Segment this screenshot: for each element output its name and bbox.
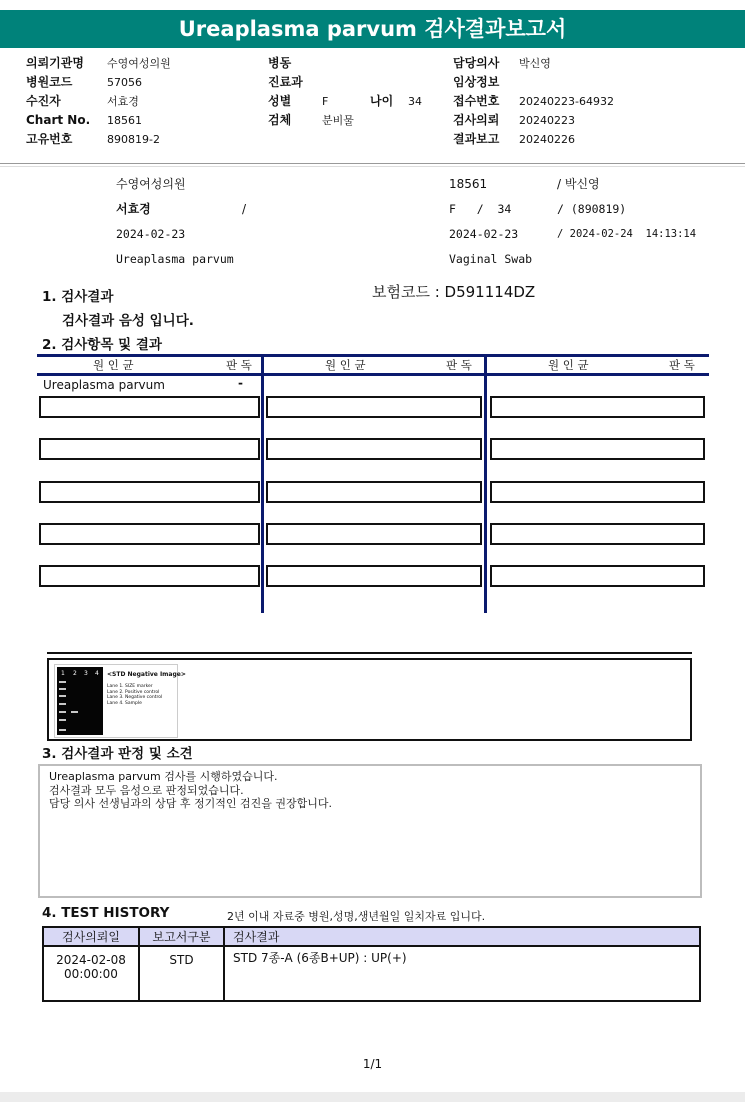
label-receipt-no: 접수번호	[453, 94, 500, 108]
result-cell	[39, 396, 260, 418]
label-clinical-info: 임상정보	[453, 75, 500, 89]
section-2-heading: 2. 검사항목 및 결과	[42, 337, 162, 353]
result-cell	[39, 481, 260, 503]
meta-left	[116, 172, 246, 272]
gel-band	[59, 681, 66, 683]
meta-specimen: Vaginal Swab	[449, 252, 533, 266]
lane-number: 4	[95, 670, 99, 677]
history-table	[42, 926, 701, 1002]
gel-band	[59, 695, 66, 697]
value-hospital-code: 57056	[107, 76, 142, 89]
result-cell	[266, 438, 482, 460]
value-unique-no: 890819-2	[107, 133, 160, 146]
history-time: 00:00:00	[64, 967, 118, 981]
result-cell	[39, 565, 260, 587]
history-col-type: 보고서구분	[139, 927, 224, 946]
value-sex: F	[322, 95, 329, 108]
result-cell	[490, 481, 705, 503]
info-column-2	[268, 54, 422, 130]
meta-report-datetime: / 2024-02-24 14:13:14	[557, 228, 697, 240]
insurance-code: 보험코드 : D591114DZ	[372, 283, 536, 301]
meta-test-name: Ureaplasma parvum	[116, 252, 234, 266]
gel-legend-item: Lane 3. Negative control	[107, 695, 163, 700]
meta-slash: /	[242, 202, 247, 216]
value-age: 34	[408, 95, 422, 108]
history-col-result: 검사결과	[224, 927, 700, 946]
result-cell	[266, 565, 482, 587]
pathogen-name: Ureaplasma parvum	[43, 378, 165, 392]
value-doctor: 박신영	[519, 57, 551, 70]
col-header-pathogen: 원 인 균	[548, 358, 589, 372]
meta-chart-no: 18561	[449, 177, 488, 191]
history-col-date: 검사의뢰일	[43, 927, 139, 946]
meta-patient: 서효경	[116, 202, 151, 216]
section-3-heading: 3. 검사결과 판정 및 소견	[42, 746, 193, 762]
comment-box	[38, 764, 702, 898]
image-top-rule	[47, 652, 692, 654]
label-hospital: 의뢰기관명	[26, 56, 84, 70]
gel-legend-item: Lane 2. Positive control	[107, 689, 160, 695]
report-title: Ureaplasma parvum 검사결과보고서	[0, 10, 745, 48]
label-specimen: 검체	[268, 113, 292, 127]
result-cell	[490, 396, 705, 418]
table-header-rule	[37, 373, 709, 376]
meta-birth: / (890819)	[557, 202, 627, 216]
meta-sex-age: F / 34	[449, 202, 512, 216]
gel-band	[59, 688, 66, 690]
meta-receive-date: 2024-02-23	[449, 227, 519, 241]
table-top-rule	[37, 354, 709, 357]
history-result: STD 7종-A (6종B+UP) : UP(+)	[224, 946, 700, 1001]
overall-result: 검사결과 음성 입니다.	[62, 313, 194, 329]
gel-band	[59, 711, 66, 713]
value-hospital: 수영여성의원	[107, 57, 171, 70]
label-hospital-code: 병원코드	[26, 75, 73, 89]
col-header-result: 판 독	[669, 358, 695, 372]
comment-line: 검사결과 모두 음성으로 판정되었습니다.	[49, 783, 244, 797]
history-header-row	[43, 927, 700, 946]
label-ward: 병동	[268, 56, 292, 70]
history-date: 2024-02-08	[56, 953, 126, 967]
result-cell	[266, 523, 482, 545]
col-header-result: 판 독	[446, 358, 472, 372]
gel-band	[59, 729, 66, 731]
history-date-cell	[43, 946, 139, 1001]
gel-lanes	[57, 667, 103, 735]
value-report-date: 20240226	[519, 133, 575, 146]
col-header-pathogen: 원 인 균	[93, 358, 134, 372]
value-request-date: 20240223	[519, 114, 575, 127]
section-1-heading: 1. 검사결과	[42, 289, 114, 305]
gel-legend-item: Lane 4. Sample	[107, 700, 142, 706]
meta-request-date: 2024-02-23	[116, 227, 186, 241]
value-patient: 서효경	[107, 95, 139, 108]
lane-number: 2	[73, 670, 77, 677]
info-column-3	[453, 54, 614, 149]
meta-hospital: 수영여성의원	[116, 177, 186, 191]
result-cell	[39, 438, 260, 460]
page-bottom-band	[0, 1092, 745, 1102]
label-sex: 성별	[268, 94, 292, 108]
result-cell	[490, 523, 705, 545]
meta-middle	[449, 172, 532, 272]
table-column-divider	[484, 354, 487, 613]
result-cell	[490, 438, 705, 460]
lane-number: 1	[61, 670, 65, 677]
divider	[0, 163, 745, 164]
result-cell	[266, 396, 482, 418]
label-patient: 수진자	[26, 94, 61, 108]
gel-band	[71, 711, 78, 713]
history-note: 2년 이내 자료중 병원,성명,생년월일 일치자료 입니다.	[227, 910, 486, 923]
value-chart-no: 18561	[107, 114, 142, 127]
result-cell	[266, 481, 482, 503]
label-department: 진료과	[268, 75, 303, 89]
table-column-divider	[261, 354, 264, 613]
info-column-1	[26, 54, 171, 149]
gel-title: <STD Negative Image>	[107, 671, 186, 678]
gel-legend	[107, 684, 162, 706]
value-specimen: 분비물	[322, 114, 354, 127]
meta-right	[557, 172, 696, 247]
gel-electrophoresis-image	[54, 664, 186, 738]
result-cell	[39, 523, 260, 545]
gel-band	[59, 703, 66, 705]
gel-band	[59, 719, 66, 721]
label-age: 나이	[370, 94, 394, 108]
section-4-heading: 4. TEST HISTORY	[42, 905, 170, 921]
col-header-result: 판 독	[226, 358, 252, 372]
divider	[0, 166, 745, 167]
comment-line: 담당 의사 선생님과의 상담 후 정기적인 검진을 권장합니다.	[49, 797, 332, 810]
label-request-date: 검사의뢰	[453, 113, 500, 127]
gel-legend-item: Lane 1. SIZE marker	[107, 684, 153, 689]
label-doctor: 담당의사	[453, 56, 500, 70]
meta-doctor: / 박신영	[557, 177, 600, 191]
label-chart-no: Chart No.	[26, 113, 91, 127]
table-row	[43, 946, 700, 1001]
result-cell	[490, 565, 705, 587]
history-type: STD	[139, 946, 224, 1001]
page-number: 1/1	[362, 1057, 383, 1071]
comment-line: Ureaplasma parvum 검사를 시행하였습니다.	[49, 770, 278, 783]
lane-number: 3	[84, 670, 88, 677]
col-header-pathogen: 원 인 균	[325, 358, 366, 372]
label-report-date: 결과보고	[453, 132, 500, 146]
pathogen-result: -	[238, 376, 243, 390]
value-receipt-no: 20240223-64932	[519, 95, 614, 108]
label-unique-no: 고유번호	[26, 132, 73, 146]
